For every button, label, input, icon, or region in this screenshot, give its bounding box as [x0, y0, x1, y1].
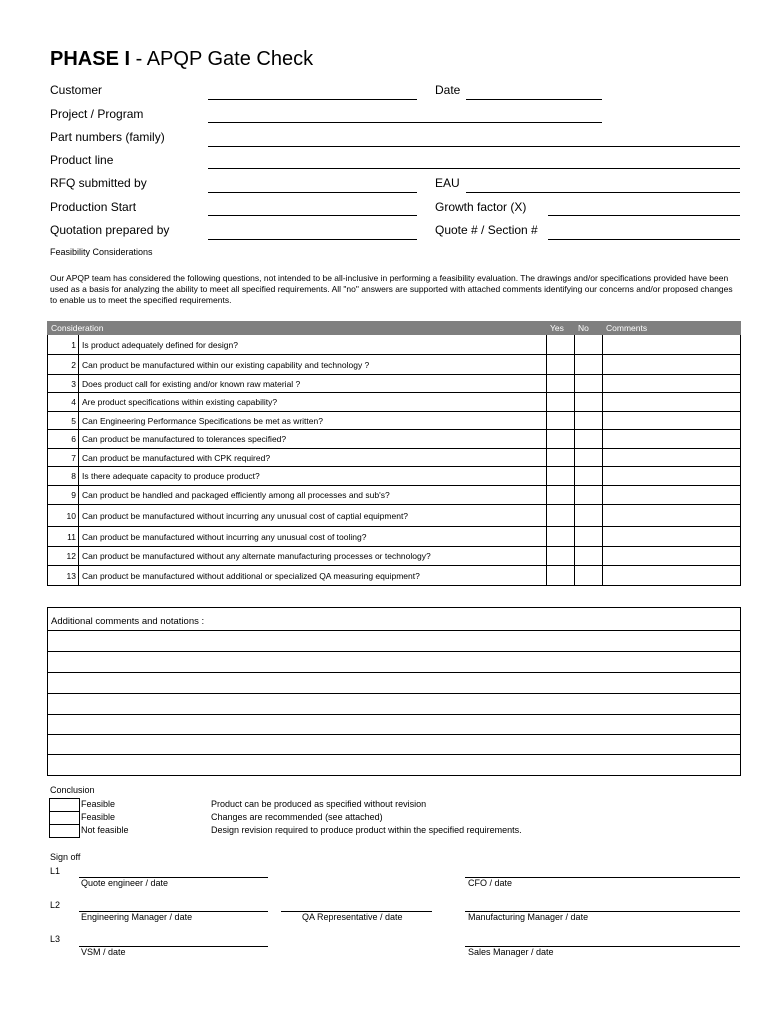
comments-cell[interactable] — [603, 393, 741, 412]
row-number: 8 — [48, 467, 79, 486]
conclusion-option-desc: Design revision required to produce product within the specified requirements. — [211, 825, 522, 835]
comments-cell[interactable] — [603, 527, 741, 547]
field-label-quotation: Quotation prepared by — [50, 223, 170, 237]
table-row — [48, 335, 741, 355]
consideration-question: Are product specifications within existing capability? — [79, 393, 547, 412]
conclusion-option-label: Feasible — [81, 812, 116, 822]
comment-line[interactable] — [48, 754, 740, 755]
row-number: 1 — [48, 335, 79, 355]
consideration-question: Can product be manufactured to tolerances specified? — [79, 430, 547, 449]
quote-engineer-label: Quote engineer / date — [81, 878, 169, 888]
comments-cell[interactable] — [603, 566, 741, 586]
project-field[interactable] — [208, 122, 602, 123]
yes-cell[interactable] — [547, 430, 575, 449]
comment-line[interactable] — [48, 630, 740, 631]
title-rest: - APQP Gate Check — [135, 48, 314, 70]
yes-cell[interactable] — [547, 505, 575, 527]
row-number: 13 — [48, 566, 79, 586]
feasible-with-changes-checkbox[interactable] — [49, 811, 80, 825]
qa-representative-label: QA Representative / date — [302, 912, 403, 922]
row-number: 4 — [48, 393, 79, 412]
field-label-project: Project / Program — [50, 107, 144, 121]
field-label-rfq: RFQ submitted by — [50, 176, 147, 190]
no-cell[interactable] — [575, 412, 603, 430]
comments-cell[interactable] — [603, 335, 741, 355]
page-title — [50, 48, 313, 71]
not-feasible-checkbox[interactable] — [49, 824, 80, 838]
no-cell[interactable] — [575, 527, 603, 547]
comments-cell[interactable] — [603, 412, 741, 430]
consideration-question: Can product be manufactured without additional or specialized QA measuring equipment? — [79, 566, 547, 586]
comments-cell[interactable] — [603, 430, 741, 449]
comments-cell[interactable] — [603, 467, 741, 486]
quotation-field[interactable] — [208, 239, 417, 240]
consideration-question: Does product call for existing and/or known raw material ? — [79, 375, 547, 393]
intro-text: Our APQP team has considered the following questions, not intended to be all-inclusive in performing a feasibility evaluation. The drawings and/or specifications provided have been used as a basis for analyzing the ability to meet all specified requirements. All "no" answers are supported with attached comments identifying our concerns and/or proposed changes to enable us to meet the specified requirements. — [50, 273, 733, 305]
yes-cell[interactable] — [547, 355, 575, 375]
additional-comments-label: Additional comments and notations : — [51, 616, 205, 627]
no-cell[interactable] — [575, 467, 603, 486]
no-cell[interactable] — [575, 566, 603, 586]
comments-cell[interactable] — [603, 355, 741, 375]
customer-field[interactable] — [208, 99, 417, 100]
row-number: 7 — [48, 449, 79, 467]
col-header-yes: Yes — [547, 322, 575, 335]
table-row — [48, 430, 741, 449]
title-phase: PHASE I — [50, 48, 131, 70]
table-row — [48, 375, 741, 393]
consideration-question: Can product be handled and packaged efficiently among all processes and sub's? — [79, 486, 547, 505]
consideration-question: Is there adequate capacity to produce product? — [79, 467, 547, 486]
consideration-question: Can product be manufactured within our existing capability and technology ? — [79, 355, 547, 375]
field-label-production-start: Production Start — [50, 200, 137, 214]
table-header-row — [48, 322, 741, 335]
conclusion-option-label: Not feasible — [81, 825, 129, 835]
consideration-question: Can product be manufactured with CPK required? — [79, 449, 547, 467]
row-number: 9 — [48, 486, 79, 505]
rfq-field[interactable] — [208, 192, 417, 193]
table-row — [48, 449, 741, 467]
no-cell[interactable] — [575, 505, 603, 527]
date-field[interactable] — [466, 99, 602, 100]
growth-field[interactable] — [548, 215, 740, 216]
comment-line[interactable] — [48, 693, 740, 694]
yes-cell[interactable] — [547, 486, 575, 505]
no-cell[interactable] — [575, 430, 603, 449]
table-row — [48, 505, 741, 527]
engineering-manager-label: Engineering Manager / date — [81, 912, 193, 922]
comments-cell[interactable] — [603, 375, 741, 393]
field-label-growth: Growth factor (X) — [435, 200, 527, 214]
yes-cell[interactable] — [547, 335, 575, 355]
yes-cell[interactable] — [547, 527, 575, 547]
cfo-label: CFO / date — [468, 878, 513, 888]
comments-cell[interactable] — [603, 505, 741, 527]
comment-line[interactable] — [48, 714, 740, 715]
field-label-customer: Customer — [50, 83, 103, 97]
table-row — [48, 566, 741, 586]
no-cell[interactable] — [575, 335, 603, 355]
eau-field[interactable] — [466, 192, 740, 193]
feasible-checkbox[interactable] — [49, 798, 80, 812]
signoff-heading: Sign off — [50, 852, 81, 862]
manufacturing-manager-label: Manufacturing Manager / date — [468, 912, 589, 922]
yes-cell[interactable] — [547, 412, 575, 430]
no-cell[interactable] — [575, 393, 603, 412]
table-row — [48, 467, 741, 486]
table-row — [48, 547, 741, 566]
comments-cell[interactable] — [603, 486, 741, 505]
vsm-label: VSM / date — [81, 947, 126, 957]
field-label-product-line: Product line — [50, 153, 114, 167]
row-number: 11 — [48, 527, 79, 547]
signoff-level-l2: L2 — [50, 900, 61, 910]
yes-cell[interactable] — [547, 566, 575, 586]
consideration-table — [47, 321, 741, 586]
field-label-part-numbers: Part numbers (family) — [50, 130, 165, 144]
col-header-no: No — [575, 322, 603, 335]
comments-cell[interactable] — [603, 449, 741, 467]
consideration-question: Can Engineering Performance Specifications be met as written? — [79, 412, 547, 430]
table-row — [48, 393, 741, 412]
consideration-question: Can product be manufactured without any alternate manufacturing processes or technology? — [79, 547, 547, 566]
consideration-question: Is product adequately defined for design? — [79, 335, 547, 355]
conclusion-heading: Conclusion — [50, 785, 95, 795]
row-number: 3 — [48, 375, 79, 393]
row-number: 12 — [48, 547, 79, 566]
table-row — [48, 355, 741, 375]
comment-line[interactable] — [48, 672, 740, 673]
yes-cell[interactable] — [547, 547, 575, 566]
row-number: 2 — [48, 355, 79, 375]
signoff-level-l1: L1 — [50, 866, 61, 876]
table-row — [48, 527, 741, 547]
field-label-date: Date — [435, 83, 461, 97]
col-header-comments: Comments — [603, 322, 741, 335]
no-cell[interactable] — [575, 375, 603, 393]
quote-field[interactable] — [548, 239, 740, 240]
consideration-question: Can product be manufactured without incurring any unusual cost of tooling? — [79, 527, 547, 547]
no-cell[interactable] — [575, 486, 603, 505]
comment-line[interactable] — [48, 734, 740, 735]
feasibility-heading: Feasibility Considerations — [50, 247, 153, 257]
yes-cell[interactable] — [547, 375, 575, 393]
consideration-question: Can product be manufactured without incurring any unusual cost of captial equipment? — [79, 505, 547, 527]
no-cell[interactable] — [575, 547, 603, 566]
table-row — [48, 412, 741, 430]
no-cell[interactable] — [575, 355, 603, 375]
col-header-consideration: Consideration — [48, 322, 547, 335]
row-number: 6 — [48, 430, 79, 449]
comment-line[interactable] — [48, 651, 740, 652]
conclusion-option-label: Feasible — [81, 799, 116, 809]
row-number: 5 — [48, 412, 79, 430]
conclusion-option-desc: Product can be produced as specified without revision — [211, 799, 427, 809]
part-numbers-field[interactable] — [208, 146, 740, 147]
production-start-field[interactable] — [208, 215, 417, 216]
yes-cell[interactable] — [547, 467, 575, 486]
field-label-eau: EAU — [435, 176, 460, 190]
field-label-quote: Quote # / Section # — [435, 223, 538, 237]
comments-cell[interactable] — [603, 547, 741, 566]
signoff-level-l3: L3 — [50, 934, 61, 944]
row-number: 10 — [48, 505, 79, 527]
no-cell[interactable] — [575, 449, 603, 467]
yes-cell[interactable] — [547, 449, 575, 467]
table-row — [48, 486, 741, 505]
sales-manager-label: Sales Manager / date — [468, 947, 554, 957]
conclusion-option-desc: Changes are recommended (see attached) — [211, 812, 383, 822]
product-line-field[interactable] — [208, 168, 740, 169]
yes-cell[interactable] — [547, 393, 575, 412]
additional-comments-box[interactable] — [47, 607, 741, 776]
